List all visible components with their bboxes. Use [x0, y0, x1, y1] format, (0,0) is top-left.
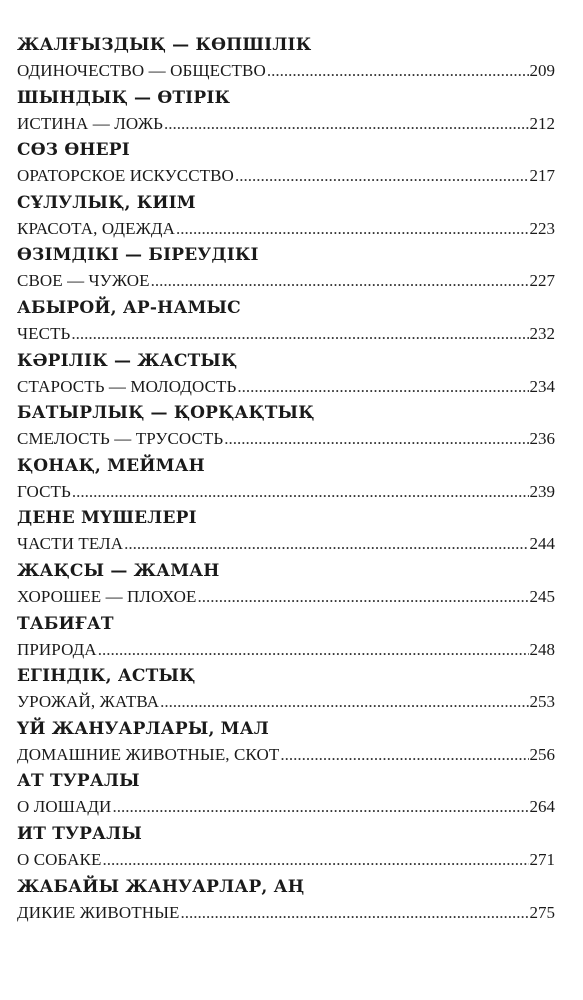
section-title: ГОСТЬ [17, 481, 71, 501]
page-number: 236 [529, 429, 555, 449]
section-title: СМЕЛОСТЬ — ТРУСОСТЬ [17, 429, 224, 449]
page-number: 227 [529, 271, 555, 291]
toc-entry [17, 33, 555, 86]
toc-entry [17, 454, 555, 507]
section-heading: СӨЗ ӨНЕРІ [17, 140, 130, 161]
section-title: ДОМАШНИЕ ЖИВОТНЫЕ, СКОТ [17, 744, 280, 764]
page-number: 223 [529, 218, 555, 238]
section-title: ХОРОШЕЕ — ПЛОХОЕ [17, 586, 197, 606]
dot-leader [280, 742, 528, 768]
dot-leader [235, 163, 529, 189]
toc-entry [17, 296, 555, 349]
section-title: ОРАТОРСКОЕ ИСКУССТВО [17, 166, 234, 186]
toc-entry [17, 138, 555, 191]
section-heading: АБЫРОЙ, АР-НАМЫС [17, 297, 241, 318]
section-heading: КӘРІЛІК — ЖАСТЫҚ [17, 350, 238, 371]
toc-line [17, 900, 555, 926]
toc-entry [17, 506, 555, 559]
toc-entry [17, 612, 555, 665]
section-heading: БАТЫРЛЫҚ — ҚОРҚАҚТЫҚ [17, 403, 315, 424]
toc-line [17, 321, 555, 347]
section-heading: ЖАЛҒЫЗДЫҚ — КӨПШІЛІК [17, 35, 312, 55]
dot-leader [151, 268, 529, 294]
page-number: 256 [529, 744, 555, 764]
dot-leader [176, 216, 529, 242]
page-number: 239 [529, 481, 555, 501]
toc-entry [17, 822, 555, 875]
section-heading: ТАБИҒАТ [17, 613, 114, 634]
toc-line [17, 742, 555, 768]
section-title: ЧЕСТЬ [17, 323, 71, 343]
section-heading: ЖАҚСЫ — ЖАМАН [17, 560, 220, 581]
section-heading: ҮЙ ЖАНУАРЛАРЫ, МАЛ [17, 718, 269, 739]
page-number: 217 [529, 166, 555, 186]
page-number: 234 [529, 376, 555, 396]
dot-leader [181, 900, 529, 926]
toc-entry [17, 664, 555, 717]
page-number: 245 [529, 586, 555, 606]
toc-line [17, 637, 555, 663]
page-number: 248 [529, 639, 555, 659]
toc-entry [17, 559, 555, 612]
section-title: СТАРОСТЬ — МОЛОДОСТЬ [17, 376, 237, 396]
section-title: ДИКИЕ ЖИВОТНЫЕ [17, 902, 180, 922]
page-number: 253 [529, 692, 555, 712]
dot-leader [197, 584, 528, 610]
toc-line [17, 111, 555, 137]
toc-line [17, 426, 555, 452]
section-heading: ЖАБАЙЫ ЖАНУАРЛАР, АҢ [17, 876, 305, 897]
toc-line [17, 479, 555, 505]
table-of-contents [17, 33, 555, 927]
toc-entry [17, 401, 555, 454]
dot-leader [224, 426, 528, 452]
dot-leader [124, 531, 528, 557]
section-title: СВОЕ — ЧУЖОЕ [17, 271, 150, 291]
section-title: УРОЖАЙ, ЖАТВА [17, 692, 160, 712]
section-title: ОДИНОЧЕСТВО — ОБЩЕСТВО [17, 61, 266, 80]
section-title: ЧАСТИ ТЕЛА [17, 534, 124, 554]
toc-entry [17, 769, 555, 822]
page-number: 212 [529, 113, 555, 133]
dot-leader [98, 637, 529, 663]
toc-line [17, 268, 555, 294]
dot-leader [267, 58, 529, 84]
toc-line [17, 689, 555, 715]
section-heading: ӨЗІМДІКІ — БІРЕУДІКІ [17, 245, 259, 266]
dot-leader [72, 479, 529, 505]
dot-leader [102, 847, 528, 873]
toc-entry [17, 243, 555, 296]
toc-entry [17, 349, 555, 402]
page-number: 264 [529, 797, 555, 817]
toc-line [17, 216, 555, 242]
toc-entry [17, 875, 555, 928]
dot-leader [164, 111, 528, 137]
dot-leader [112, 794, 528, 820]
dot-leader [71, 321, 528, 347]
section-heading: СҰЛУЛЫҚ, КИІМ [17, 192, 196, 213]
toc-line [17, 58, 555, 84]
toc-line [17, 584, 555, 610]
section-heading: АТ ТУРАЛЫ [17, 771, 140, 792]
section-heading: ЕГІНДІК, АСТЫҚ [17, 666, 196, 687]
section-title: КРАСОТА, ОДЕЖДА [17, 218, 175, 238]
section-heading: ҚОНАҚ, МЕЙМАН [17, 455, 205, 476]
page-number: 271 [529, 849, 555, 869]
toc-entry [17, 717, 555, 770]
dot-leader [160, 689, 528, 715]
page-number: 209 [529, 61, 555, 80]
toc-entry [17, 86, 555, 139]
section-heading: ИТ ТУРАЛЫ [17, 823, 142, 844]
page-number: 244 [529, 534, 555, 554]
section-title: ИСТИНА — ЛОЖЬ [17, 113, 164, 133]
toc-entry [17, 191, 555, 244]
toc-line [17, 794, 555, 820]
section-heading: ШЫНДЫҚ — ӨТІРІК [17, 87, 231, 108]
page-number: 275 [529, 902, 555, 922]
section-heading: ДЕНЕ МҮШЕЛЕРІ [17, 508, 197, 529]
page-number: 232 [529, 323, 555, 343]
toc-line [17, 531, 555, 557]
toc-line [17, 163, 555, 189]
toc-line [17, 374, 555, 400]
section-title: ПРИРОДА [17, 639, 97, 659]
section-title: О СОБАКЕ [17, 849, 102, 869]
toc-line [17, 847, 555, 873]
section-title: О ЛОШАДИ [17, 797, 112, 817]
dot-leader [237, 374, 528, 400]
